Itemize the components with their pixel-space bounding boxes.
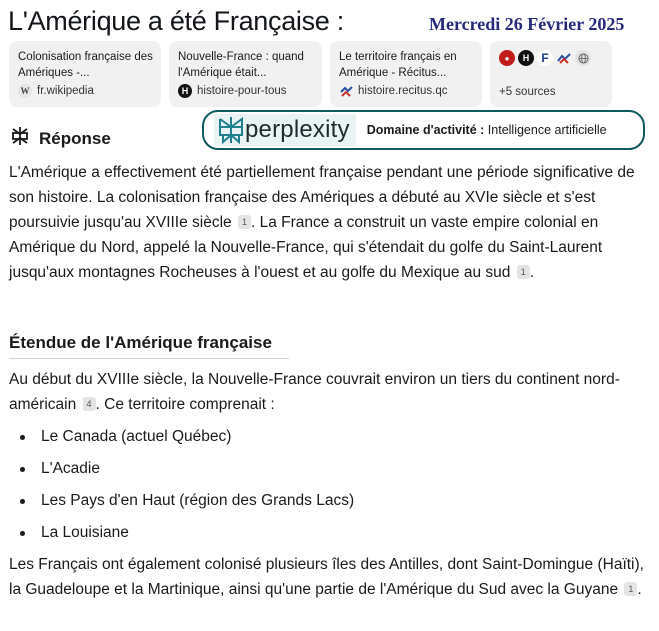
- more-sources-card[interactable]: [490, 41, 612, 107]
- intro-end: .: [529, 264, 535, 281]
- domain-info: [367, 123, 607, 137]
- source-site-label: fr.wikipedia: [37, 85, 94, 97]
- list-item: Les Pays d'en Haut (région des Grands Lacs): [9, 489, 354, 521]
- section-text-end: . Ce territoire comprenait :: [95, 396, 275, 413]
- red-blue-chevron-icon: [556, 50, 572, 66]
- intro-paragraph: [9, 160, 649, 285]
- source-title: Nouvelle-France : quand l'Amérique était...: [178, 51, 304, 79]
- answer-header: [10, 126, 111, 151]
- final-paragraph: [9, 552, 649, 602]
- source-card-2[interactable]: [169, 41, 322, 107]
- territory-list: [9, 425, 354, 553]
- h-round-icon: H: [518, 50, 534, 66]
- more-sources-icons: [499, 50, 604, 66]
- wikipedia-icon: W: [18, 84, 32, 98]
- page-title: L'Amérique a été Française :: [8, 6, 344, 36]
- source-site: [339, 84, 447, 98]
- source-card-1[interactable]: [9, 41, 161, 107]
- recitus-icon: [339, 84, 353, 98]
- list-item: La Louisiane: [9, 521, 354, 553]
- section-heading: Étendue de l'Amérique française: [9, 333, 289, 359]
- perplexity-logo: [214, 114, 356, 146]
- perplexity-answer-icon: [10, 126, 30, 151]
- citation-badge[interactable]: 1: [238, 215, 251, 229]
- date-label: Mercredi 26 Février 2025: [429, 14, 625, 34]
- citation-badge[interactable]: 4: [83, 397, 96, 411]
- perplexity-logo-icon: [217, 115, 245, 145]
- domain-value: Intelligence artificielle: [487, 123, 607, 137]
- final-text: Les Français ont également colonisé plusieurs îles des Antilles, dont Saint-Domingue (Haïti), la Guadeloupe et la Martinique, ainsi qu'une partie de l'Amérique du Sud avec la Guyane: [9, 556, 644, 598]
- red-round-icon: ●: [499, 50, 515, 66]
- source-site-label: histoire.recitus.qc: [358, 85, 448, 97]
- more-sources-label: +5 sources: [499, 86, 556, 98]
- perplexity-wordmark: perplexity: [245, 116, 350, 143]
- final-end: .: [637, 581, 642, 598]
- section-text: Au début du XVIIIe siècle, la Nouvelle-France couvrait environ un tiers du continent nord-américain: [9, 371, 620, 413]
- source-card-3[interactable]: [330, 41, 482, 107]
- domain-label: Domaine d'activité :: [366, 123, 485, 137]
- source-site: [178, 84, 286, 98]
- citation-badge[interactable]: 1: [517, 265, 530, 279]
- answer-label: Réponse: [39, 128, 111, 148]
- blue-f-icon: F: [537, 50, 553, 66]
- list-item: L'Acadie: [9, 457, 354, 489]
- list-item: Le Canada (actuel Québec): [9, 425, 354, 457]
- citation-badge[interactable]: 1: [624, 582, 637, 596]
- source-title: Colonisation française des Amériques -...: [18, 51, 153, 79]
- globe-icon: [575, 50, 591, 66]
- histoire-pour-tous-icon: H: [178, 84, 192, 98]
- intro-text-2: . La France a construit un vaste empire colonial en Amérique du Nord, appelé la Nouvelle-France, qui s'étendait du golfe du Saint-Laurent jusqu'aux montagnes Rocheuses à l'ouest et au golfe du Mexique au sud: [9, 214, 603, 281]
- source-site-label: histoire-pour-tous: [197, 85, 287, 97]
- source-site: [18, 84, 94, 98]
- section-paragraph: [9, 367, 649, 417]
- intro-text: L'Amérique a effectivement été partiellement française pendant une période significative de son histoire. La colonisation française des Amériques a débuté au XVIe siècle et s'est poursuivie jusqu'au XVIIIe siècle: [9, 164, 635, 231]
- perplexity-banner: [202, 110, 645, 150]
- source-title: Le territoire français en Amérique - Récitus...: [339, 51, 457, 79]
